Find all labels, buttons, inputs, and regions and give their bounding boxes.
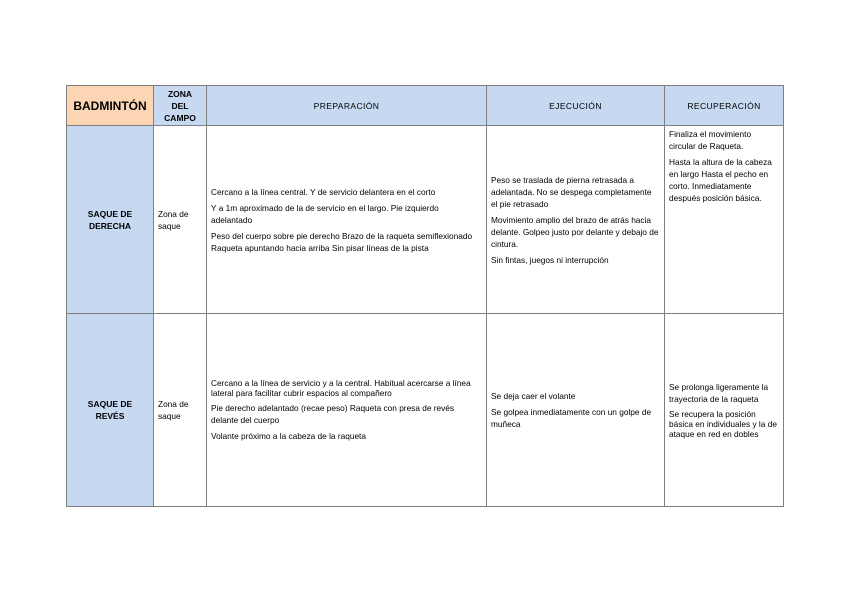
preparacion-cell <box>207 126 487 314</box>
recuperacion-text: Se recupera la posición básica en individuales y la de ataque en red en dobles <box>669 409 777 439</box>
row-label-line-1: SAQUE DE <box>87 208 133 219</box>
recuperacion-text: Hasta la altura de la cabeza en largo Hasta el pecho en corto. Inmediatamente después posición básica. <box>669 157 772 203</box>
ejecucion-cell <box>487 314 665 507</box>
preparacion-cell <box>207 314 487 507</box>
header-preparacion: PREPARACIÓN <box>207 86 487 126</box>
row-label <box>67 314 154 507</box>
preparacion-text: Peso del cuerpo sobre pie derecho Brazo de la raqueta semiflexionado Raqueta apuntando hacia arriba Sin pisar líneas de la pista <box>211 230 473 253</box>
header-zona <box>154 86 207 126</box>
preparacion-text: Cercano a la línea central. Y de servicio delantera en el corto <box>211 186 436 197</box>
row-saque-reves <box>67 314 784 507</box>
recuperacion-text: Finaliza el movimiento circular de Raqueta. <box>669 129 752 151</box>
ejecucion-text: Movimiento amplio del brazo de atrás hacia delante. Golpeo justo por delante y debajo de cintura. <box>491 214 659 249</box>
zona-cell <box>154 314 207 507</box>
ejecucion-text: Se golpea inmediatamente con un golpe de muñeca <box>491 407 652 429</box>
ejecucion-cell <box>487 126 665 314</box>
table-title: BADMINTÓN <box>67 86 154 126</box>
preparacion-text: Cercano a la línea de servicio y a la central. Habitual acercarse a línea lateral para facilitar cubrir espacios al compañero <box>211 378 471 398</box>
zona-line-1: Zona de <box>158 208 189 219</box>
ejecucion-text: Se deja caer el volante <box>491 391 576 401</box>
header-zona-line-1: ZONA <box>167 88 193 99</box>
row-label-line-2: REVÉS <box>95 411 125 421</box>
zona-line-2: saque <box>158 220 181 231</box>
preparacion-text: Y a 1m aproximado de la de servicio en el largo. Pie izquierdo adelantado <box>211 202 439 225</box>
zona-line-2: saque <box>158 411 181 421</box>
recuperacion-cell <box>665 314 784 507</box>
zona-cell <box>154 126 207 314</box>
preparacion-text: Pie derecho adelantado (recae peso) Raqueta con presa de revés delante del cuerpo <box>211 403 455 425</box>
header-zona-line-2: DEL <box>171 100 189 111</box>
header-ejecucion: EJECUCIÓN <box>487 86 665 126</box>
row-saque-derecha <box>67 126 784 314</box>
header-zona-line-3: CAMPO <box>164 112 196 123</box>
technique-table <box>66 85 784 507</box>
row-label <box>67 126 154 314</box>
row-label-line-1: SAQUE DE <box>87 399 133 409</box>
row-label-line-2: DERECHA <box>88 220 132 231</box>
ejecucion-text: Sin fintas, juegos ni interrupción <box>491 254 609 265</box>
header-row <box>67 86 784 126</box>
recuperacion-cell <box>665 126 784 314</box>
header-recuperacion: RECUPERACIÓN <box>665 86 784 126</box>
ejecucion-text: Peso se traslada de pierna retrasada a adelantada. No se despega completamente el pie retrasado <box>491 174 652 209</box>
preparacion-text: Volante próximo a la cabeza de la raqueta <box>211 431 366 441</box>
recuperacion-text: Se prolonga ligeramente la trayectoria de la raqueta <box>669 382 769 404</box>
zona-line-1: Zona de <box>158 399 189 409</box>
